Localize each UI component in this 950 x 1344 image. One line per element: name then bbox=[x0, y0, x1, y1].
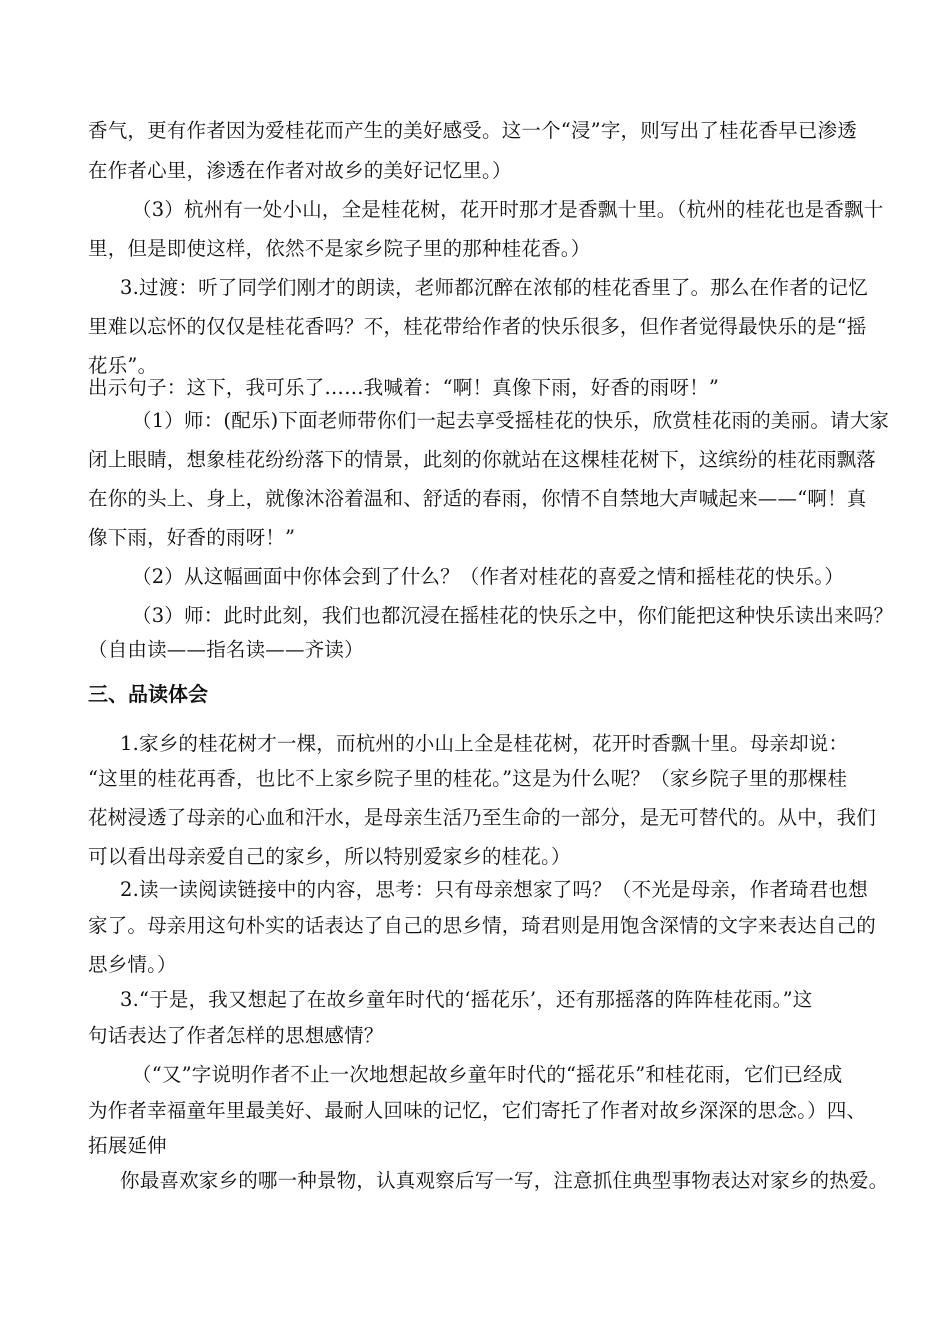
paragraph-line: 为作者幸福童年里最美好、最耐人回味的记忆，它们寄托了作者对故乡深深的思念。）四、 bbox=[88, 1099, 867, 1122]
paragraph-line: 思乡情。） bbox=[88, 953, 177, 976]
paragraph-line: 拓展延伸 bbox=[88, 1134, 167, 1157]
paragraph-line: 3.过渡：听了同学们刚才的朗读，老师都沉醉在浓郁的桂花香里了。那么在作者的记忆 bbox=[120, 276, 868, 299]
paragraph-line: 3.“于是，我又想起了在故乡童年时代的‘摇花乐’，还有那摇落的阵阵桂花雨。”这 bbox=[120, 988, 813, 1011]
paragraph-line: “这里的桂花再香，也比不上家乡院子里的桂花。”这是为什么呢？（家乡院子里的那棵桂 bbox=[88, 767, 848, 790]
paragraph-line: （3）杭州有一处小山，全是桂花树，花开时那才是香飘十里。（杭州的桂花也是香飘十 bbox=[132, 198, 884, 221]
paragraph-line: 花乐”。 bbox=[88, 354, 158, 377]
paragraph-line: （“又”字说明作者不止一次地想起故乡童年时代的“摇花乐”和桂花雨，它们已经成 bbox=[132, 1063, 843, 1086]
paragraph-line: 2.读一读阅读链接中的内容，思考：只有母亲想家了吗？（不光是母亲，作者琦君也想 bbox=[120, 878, 868, 901]
paragraph-line: 可以看出母亲爱自己的家乡，所以特别爱家乡的桂花。） bbox=[88, 845, 571, 868]
paragraph-line: 出示句子：这下，我可乐了……我喊着：“啊！真像下雨，好香的雨呀！” bbox=[88, 376, 720, 399]
paragraph-line: 在你的头上、身上，就像沐浴着温和、舒适的春雨，你情不自禁地大声喊起来——“啊！真 bbox=[88, 487, 867, 510]
paragraph-line: （2）从这幅画面中你体会到了什么？（作者对桂花的喜爱之情和摇桂花的快乐。） bbox=[132, 565, 845, 588]
paragraph-line: （1）师：(配乐)下面老师带你们一起去享受摇桂花的快乐，欣赏桂花雨的美丽。请大家 bbox=[132, 409, 890, 432]
paragraph-line: 1.家乡的桂花树才一棵，而杭州的小山上全是桂花树，花开时香飘十里。母亲却说： bbox=[120, 732, 849, 755]
paragraph-line: 家了。母亲用这句朴实的话表达了自己的思乡情，琦君则是用饱含深情的文字来表达自己的 bbox=[88, 914, 877, 937]
paragraph-line: 里难以忘怀的仅仅是桂花香吗？不，桂花带给作者的快乐很多，但作者觉得最快乐的是“摇 bbox=[88, 315, 867, 338]
paragraph-line: （自由读——指名读——齐读） bbox=[88, 638, 364, 661]
paragraph-line: 里，但是即使这样，依然不是家乡院子里的那种桂花香。） bbox=[88, 237, 591, 260]
paragraph-line: 句话表达了作者怎样的思想感情？ bbox=[88, 1024, 384, 1047]
section-heading: 三、品读体会 bbox=[88, 682, 208, 706]
paragraph-line: 像下雨，好香的雨呀！” bbox=[88, 526, 296, 549]
paragraph-line: 你最喜欢家乡的哪一种景物，认真观察后写一写，注意抓住典型事物表达对家乡的热爱。 bbox=[120, 1169, 889, 1192]
paragraph-line: 花树浸透了母亲的心血和汗水，是母亲生活乃至生命的一部分，是无可替代的。从中，我们 bbox=[88, 806, 877, 829]
paragraph-line: 在作者心里，渗透在作者对故乡的美好记忆里。） bbox=[88, 159, 512, 182]
paragraph-line: 香气，更有作者因为爱桂花而产生的美好感受。这一个“浸”字，则写出了桂花香早已渗透 bbox=[88, 119, 857, 142]
paragraph-line: （3）师：此时此刻，我们也都沉浸在摇桂花的快乐之中，你们能把这种快乐读出来吗？ bbox=[132, 604, 894, 627]
paragraph-line: 闭上眼睛，想象桂花纷纷落下的情景，此刻的你就站在这棵桂花树下，这缤纷的桂花雨飘落 bbox=[88, 448, 877, 471]
